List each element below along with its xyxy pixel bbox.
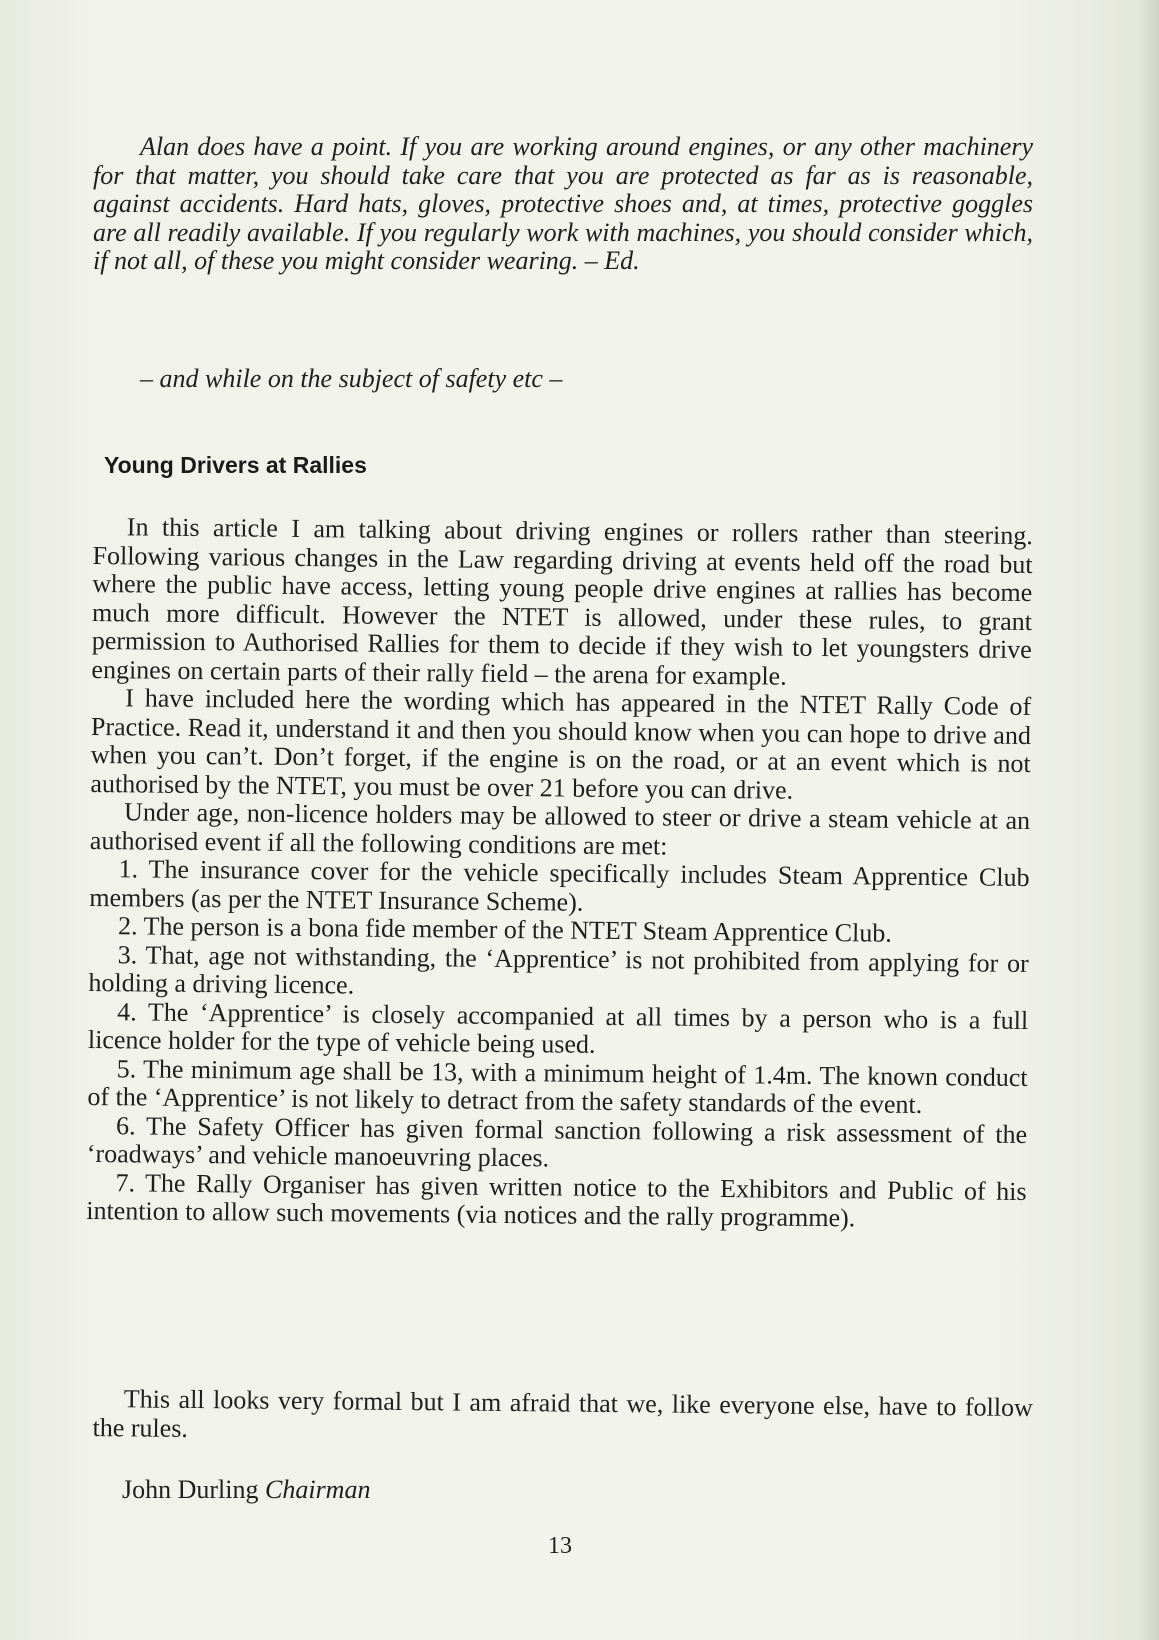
safety-aside: – and while on the subject of safety etc – (140, 364, 563, 393)
condition-item: 5. The minimum age shall be 13, with a minimum height of 1.4m. The known conduct of the ‘Apprentice’ is not likely to detract from the safety standards of the event. (87, 1053, 1028, 1119)
signature-role: Chairman (265, 1475, 371, 1504)
article-paragraph: In this article I am talking about driving engines or rollers rather than steering. Following various changes in the Law regarding driving at events held off the road but where the public have access, letting young people drive engines at rallies has become much more difficult. However the NTET is allowed, under these rules, to grant permission to Authorised Rallies for them to decide if they wish to let youngsters drive engines on certain parts of their rally field – the arena for example. (91, 512, 1033, 691)
condition-item: 4. The ‘Apprentice’ is closely accompanied at all times by a person who is a full licence holder for the type of vehicle being used. (87, 996, 1029, 1059)
editor-note (93, 133, 1033, 276)
closing-paragraph-block (92, 1385, 1033, 1451)
article-paragraph: Under age, non-licence holders may be allowed to steer or drive a steam vehicle at an authorised event if all the following conditions are met: (89, 797, 1031, 861)
signature (122, 1475, 370, 1505)
page-edge-shadow (1137, 0, 1159, 1640)
page-number: 13 (548, 1533, 572, 1559)
condition-item: 6. The Safety Officer has given formal sanction following a risk assessment of the ‘roadways’ and vehicle manoeuvring places. (86, 1110, 1028, 1173)
article-heading: Young Drivers at Rallies (104, 452, 367, 478)
condition-item: 3. That, age not withstanding, the ‘Apprentice’ is not prohibited from applying for or holding a driving licence. (88, 939, 1029, 1000)
editor-note-text: Alan does have a point. If you are working around engines, or any other machinery for that matter, you should take care that you are protected as far as is reasonable, against accidents. Hard hats, gloves, protective shoes and, at times, protective goggles are all readily available. If you regularly work with machines, you should consider which, if not all, of these you might consider wearing. – Ed. (93, 132, 1033, 275)
condition-item: 1. The insurance cover for the vehicle specifically includes Steam Apprentice Club members (as per the NTET Insurance Scheme). (89, 854, 1030, 917)
condition-item: 7. The Rally Organiser has given written notice to the Exhibitors and Public of his intention to allow such movements (via notices and the rally programme). (86, 1167, 1027, 1233)
article-paragraph: I have included here the wording which has appeared in the NTET Rally Code of Practice. Read it, understand it and then you should know when you can hope to drive and when you can’t. Don’t forget, if the engine is on the road, or at an event which is not authorised by the NTET, you must be over 21 before you can drive. (90, 683, 1032, 805)
condition-item: 2. The person is a bona fide member of the NTET Steam Apprentice Club. (117, 911, 892, 948)
article-body (86, 513, 1033, 1234)
closing-paragraph: This all looks very formal but I am afraid that we, like everyone else, have to follow the rules. (92, 1384, 1033, 1443)
signature-name: John Durling (122, 1475, 259, 1504)
